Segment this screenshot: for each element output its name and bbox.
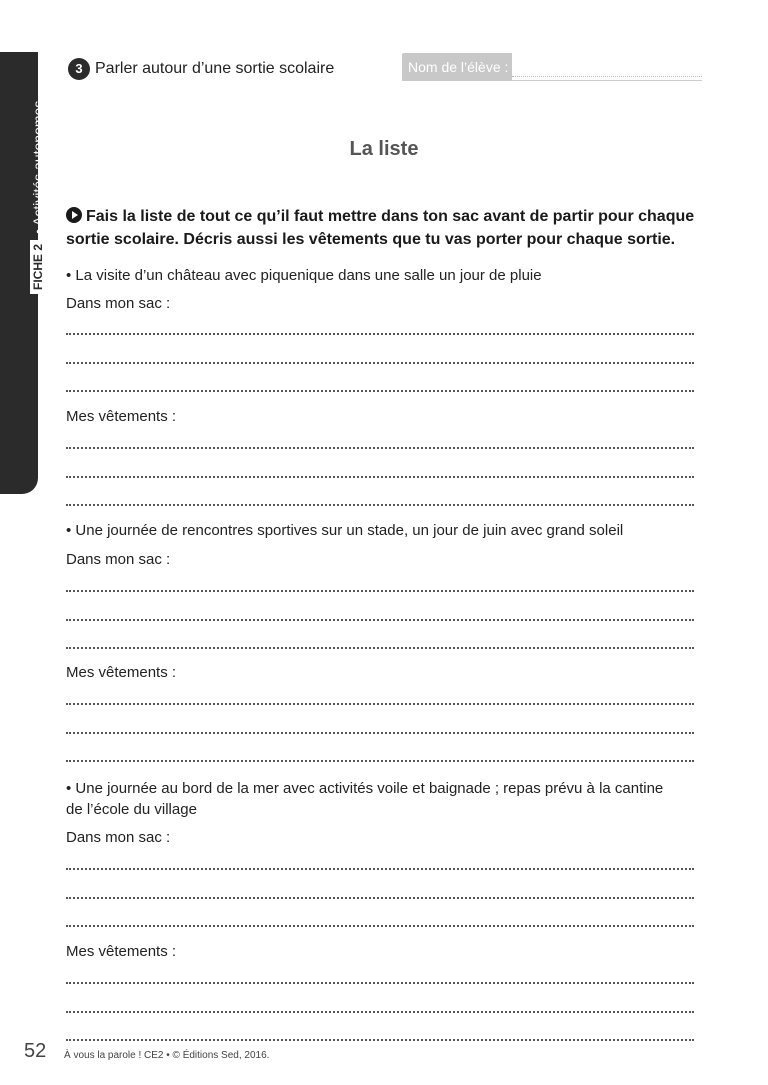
answer-line[interactable]: [66, 647, 694, 649]
outing-1-description: • La visite d’un château avec piquenique dans une salle un jour de pluie: [66, 267, 542, 284]
outing-2-description: • Une journée de rencontres sportives sur un stade, un jour de juin avec grand soleil: [66, 522, 624, 539]
footer-credit: À vous la parole ! CE2 • © Éditions Sed, 2016.: [64, 1050, 270, 1061]
answer-line[interactable]: [66, 1039, 694, 1041]
student-name-field[interactable]: [512, 76, 702, 77]
answer-line[interactable]: [66, 925, 694, 927]
outing-1-clothes-label: Mes vêtements :: [66, 408, 177, 425]
answer-line[interactable]: [66, 362, 694, 364]
answer-line[interactable]: [66, 703, 694, 705]
instruction-text: Fais la liste de tout ce qu’il faut mettre dans ton sac avant de partir pour chaque sortie scolaire. Décris aussi les vêtements que tu vas porter pour chaque sortie.: [66, 208, 695, 248]
page-title: La liste: [349, 138, 419, 160]
answer-line[interactable]: [66, 1011, 694, 1013]
student-name-underline: [512, 80, 702, 81]
outing-1-bag-label: Dans mon sac :: [66, 295, 171, 312]
page-number: 52: [24, 1040, 47, 1062]
outing-3-description: • Une journée au bord de la mer avec activités voile et baignade ; repas prévu à la cantine: [66, 780, 664, 797]
outing-3-bag-label: Dans mon sac :: [66, 829, 171, 846]
header: [68, 56, 708, 86]
fiche-badge: FICHE 2: [30, 240, 46, 294]
answer-line[interactable]: [66, 590, 694, 592]
answer-line[interactable]: [66, 868, 694, 870]
outing-2-clothes-label: Mes vêtements :: [66, 664, 177, 681]
outing-2-bag-label: Dans mon sac :: [66, 551, 171, 568]
answer-line[interactable]: [66, 732, 694, 734]
answer-line[interactable]: [66, 390, 694, 392]
answer-line[interactable]: [66, 504, 694, 506]
section-name: • Activités autonomes: [30, 100, 46, 234]
answer-line[interactable]: [66, 476, 694, 478]
instruction: [66, 205, 716, 251]
outing-3-description-cont: de l’école du village: [66, 801, 197, 818]
activity-number-badge: 3: [68, 58, 90, 80]
answer-line[interactable]: [66, 333, 694, 335]
answer-line[interactable]: [66, 760, 694, 762]
answer-line[interactable]: [66, 447, 694, 449]
play-icon: [66, 207, 82, 223]
outing-3-clothes-label: Mes vêtements :: [66, 943, 177, 960]
activity-title: Parler autour d’une sortie scolaire: [95, 60, 335, 77]
student-name-label: Nom de l’élève :: [402, 53, 512, 81]
answer-line[interactable]: [66, 982, 694, 984]
answer-line[interactable]: [66, 619, 694, 621]
answer-line[interactable]: [66, 897, 694, 899]
